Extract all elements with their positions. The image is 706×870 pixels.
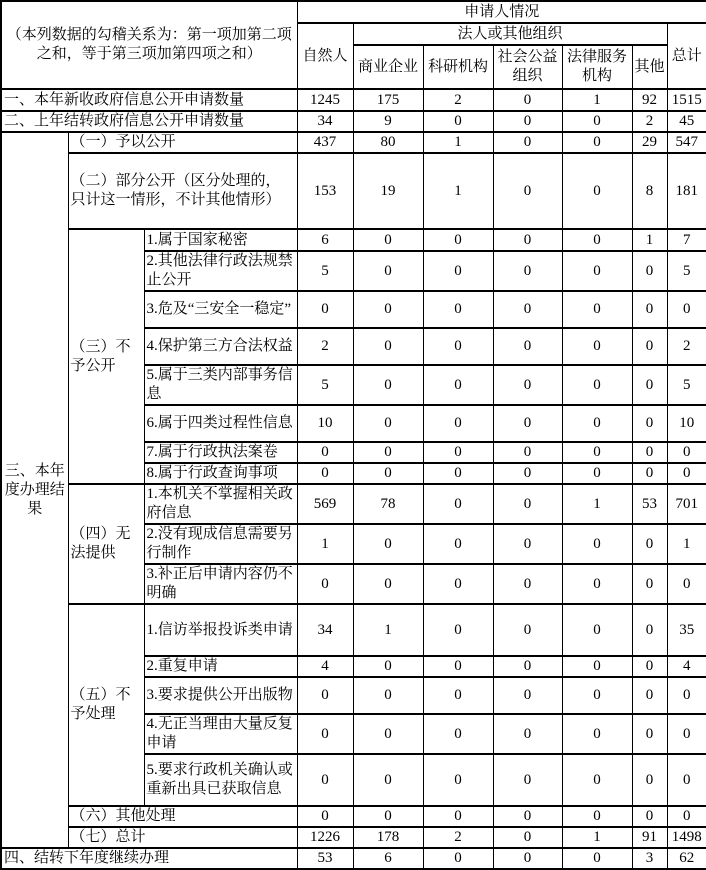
value-cell: 0 xyxy=(562,111,632,132)
value-cell: 34 xyxy=(297,604,353,656)
row-label-partial-disclosure: （二）部分公开（区分处理的，只计这一情形，不计其他情形） xyxy=(68,153,297,229)
value-cell: 0 xyxy=(423,524,493,564)
value-cell: 0 xyxy=(493,328,562,365)
value-cell: 0 xyxy=(353,524,423,564)
row-label-published-material: 3.要求提供公开出版物 xyxy=(144,677,297,714)
value-cell: 0 xyxy=(493,714,562,754)
value-cell: 9 xyxy=(353,111,423,132)
value-cell: 0 xyxy=(562,132,632,153)
value-cell: 0 xyxy=(423,291,493,328)
value-cell: 1 xyxy=(297,524,353,564)
value-cell: 0 xyxy=(493,564,562,604)
value-cell: 0 xyxy=(423,677,493,714)
value-cell: 1498 xyxy=(667,827,706,848)
value-cell: 0 xyxy=(562,848,632,869)
value-cell: 178 xyxy=(353,827,423,848)
value-cell: 0 xyxy=(562,251,632,291)
value-cell: 6 xyxy=(297,229,353,251)
value-cell: 0 xyxy=(632,442,667,463)
header-applicant-info: 申请人情况 xyxy=(297,1,706,23)
value-cell: 7 xyxy=(667,229,706,251)
value-cell: 0 xyxy=(423,251,493,291)
row-label-mass-repeat: 4.无正当理由大量反复申请 xyxy=(144,714,297,754)
value-cell: 0 xyxy=(297,564,353,604)
value-cell: 2 xyxy=(632,111,667,132)
value-cell: 0 xyxy=(493,111,562,132)
value-cell: 0 xyxy=(493,291,562,328)
value-cell: 0 xyxy=(562,806,632,827)
value-cell: 1226 xyxy=(297,827,353,848)
row-label-petition-complaint: 1.信访举报投诉类申请 xyxy=(144,604,297,656)
value-cell: 0 xyxy=(493,132,562,153)
value-cell: 0 xyxy=(632,677,667,714)
value-cell: 0 xyxy=(632,656,667,677)
row-label-admin-inquiry: 8.属于行政查询事项 xyxy=(144,463,297,484)
value-cell: 0 xyxy=(297,463,353,484)
value-cell: 6 xyxy=(353,848,423,869)
value-cell: 0 xyxy=(423,656,493,677)
value-cell: 0 xyxy=(353,754,423,806)
value-cell: 0 xyxy=(493,89,562,111)
value-cell: 0 xyxy=(493,229,562,251)
value-cell: 0 xyxy=(353,656,423,677)
value-cell: 0 xyxy=(493,806,562,827)
value-cell: 0 xyxy=(423,806,493,827)
value-cell: 0 xyxy=(562,291,632,328)
row-label-granted: （一）予以公开 xyxy=(68,132,297,153)
note-cell: （本列数据的勾稽关系为：第一项加第二项之和，等于第三项加第四项之和） xyxy=(1,1,297,89)
value-cell: 0 xyxy=(632,251,667,291)
value-cell: 0 xyxy=(667,291,706,328)
value-cell: 1 xyxy=(423,132,493,153)
value-cell: 0 xyxy=(562,229,632,251)
value-cell: 1 xyxy=(562,89,632,111)
value-cell: 0 xyxy=(562,524,632,564)
value-cell: 0 xyxy=(353,251,423,291)
value-cell: 0 xyxy=(632,365,667,405)
group-label-current-year-results: 三、本年度办理结果 xyxy=(1,132,68,848)
value-cell: 1 xyxy=(353,604,423,656)
value-cell: 35 xyxy=(667,604,706,656)
value-cell: 0 xyxy=(297,291,353,328)
group-label-unavailable: （四）无法提供 xyxy=(68,484,144,604)
value-cell: 0 xyxy=(562,328,632,365)
value-cell: 10 xyxy=(667,405,706,442)
value-cell: 0 xyxy=(562,656,632,677)
value-cell: 0 xyxy=(423,442,493,463)
value-cell: 45 xyxy=(667,111,706,132)
row-label-process-info: 6.属于四类过程性信息 xyxy=(144,405,297,442)
value-cell: 0 xyxy=(297,442,353,463)
value-cell: 0 xyxy=(353,229,423,251)
value-cell: 0 xyxy=(493,405,562,442)
value-cell: 437 xyxy=(297,132,353,153)
value-cell: 0 xyxy=(493,827,562,848)
header-natural-person: 自然人 xyxy=(297,23,353,89)
value-cell: 10 xyxy=(297,405,353,442)
value-cell: 0 xyxy=(353,806,423,827)
value-cell: 80 xyxy=(353,132,423,153)
value-cell: 0 xyxy=(667,564,706,604)
value-cell: 34 xyxy=(297,111,353,132)
value-cell: 53 xyxy=(632,484,667,524)
value-cell: 5 xyxy=(297,251,353,291)
value-cell: 2 xyxy=(667,328,706,365)
value-cell: 0 xyxy=(667,463,706,484)
value-cell: 0 xyxy=(562,754,632,806)
value-cell: 0 xyxy=(423,714,493,754)
value-cell: 0 xyxy=(562,604,632,656)
value-cell: 1245 xyxy=(297,89,353,111)
row-label-carry-to-next-year: 四、结转下年度继续办理 xyxy=(1,848,297,869)
value-cell: 92 xyxy=(632,89,667,111)
value-cell: 0 xyxy=(423,111,493,132)
value-cell: 0 xyxy=(423,484,493,524)
value-cell: 0 xyxy=(562,463,632,484)
value-cell: 0 xyxy=(632,328,667,365)
value-cell: 0 xyxy=(667,754,706,806)
value-cell: 1 xyxy=(423,153,493,229)
value-cell: 29 xyxy=(632,132,667,153)
value-cell: 0 xyxy=(632,524,667,564)
row-label-repeat-request: 2.重复申请 xyxy=(144,656,297,677)
value-cell: 547 xyxy=(667,132,706,153)
value-cell: 0 xyxy=(562,365,632,405)
value-cell: 0 xyxy=(562,677,632,714)
value-cell: 8 xyxy=(632,153,667,229)
row-label-state-secret: 1.属于国家秘密 xyxy=(144,229,297,251)
value-cell: 0 xyxy=(353,714,423,754)
row-label-third-party-rights: 4.保护第三方合法权益 xyxy=(144,328,297,365)
value-cell: 0 xyxy=(493,754,562,806)
value-cell: 0 xyxy=(493,677,562,714)
value-cell: 0 xyxy=(353,564,423,604)
value-cell: 0 xyxy=(423,754,493,806)
value-cell: 0 xyxy=(493,365,562,405)
value-cell: 0 xyxy=(353,291,423,328)
value-cell: 153 xyxy=(297,153,353,229)
value-cell: 0 xyxy=(562,442,632,463)
value-cell: 0 xyxy=(353,405,423,442)
value-cell: 0 xyxy=(423,328,493,365)
value-cell: 0 xyxy=(423,604,493,656)
value-cell: 0 xyxy=(562,564,632,604)
value-cell: 0 xyxy=(493,604,562,656)
row-label-confirm-obtained-info: 5.要求行政机关确认或重新出具已获取信息 xyxy=(144,754,297,806)
row-label-law-prohibited: 2.其他法律行政法规禁止公开 xyxy=(144,251,297,291)
value-cell: 0 xyxy=(297,806,353,827)
row-label-enforcement-files: 7.属于行政执法案卷 xyxy=(144,442,297,463)
value-cell: 0 xyxy=(493,656,562,677)
value-cell: 701 xyxy=(667,484,706,524)
value-cell: 1 xyxy=(667,524,706,564)
value-cell: 91 xyxy=(632,827,667,848)
value-cell: 1 xyxy=(562,484,632,524)
row-label-new-received: 一、本年新收政府信息公开申请数量 xyxy=(1,89,297,111)
value-cell: 0 xyxy=(297,714,353,754)
row-label-still-unclear: 3.补正后申请内容仍不明确 xyxy=(144,564,297,604)
group-label-refused: （三）不予公开 xyxy=(68,229,144,484)
header-org-type-business: 商业企业 xyxy=(353,45,423,89)
value-cell: 0 xyxy=(423,229,493,251)
value-cell: 2 xyxy=(423,89,493,111)
row-label-internal-affairs: 5.属于三类内部事务信息 xyxy=(144,365,297,405)
value-cell: 0 xyxy=(353,677,423,714)
value-cell: 0 xyxy=(297,677,353,714)
value-cell: 181 xyxy=(667,153,706,229)
value-cell: 0 xyxy=(493,524,562,564)
value-cell: 0 xyxy=(493,442,562,463)
value-cell: 53 xyxy=(297,848,353,869)
value-cell: 78 xyxy=(353,484,423,524)
row-label-carried-over: 二、上年结转政府信息公开申请数量 xyxy=(1,111,297,132)
row-label-needs-creation: 2.没有现成信息需要另行制作 xyxy=(144,524,297,564)
header-org-type-other: 其他 xyxy=(632,45,667,89)
value-cell: 5 xyxy=(297,365,353,405)
value-cell: 0 xyxy=(297,754,353,806)
value-cell: 0 xyxy=(423,365,493,405)
value-cell: 0 xyxy=(353,442,423,463)
value-cell: 0 xyxy=(493,484,562,524)
value-cell: 0 xyxy=(493,848,562,869)
value-cell: 0 xyxy=(632,291,667,328)
value-cell: 4 xyxy=(297,656,353,677)
value-cell: 0 xyxy=(423,463,493,484)
value-cell: 2 xyxy=(423,827,493,848)
row-label-endanger-safety: 3.危及“三安全一稳定” xyxy=(144,291,297,328)
value-cell: 0 xyxy=(353,463,423,484)
value-cell: 3 xyxy=(632,848,667,869)
value-cell: 0 xyxy=(423,564,493,604)
value-cell: 175 xyxy=(353,89,423,111)
value-cell: 0 xyxy=(632,806,667,827)
value-cell: 4 xyxy=(667,656,706,677)
value-cell: 1 xyxy=(562,827,632,848)
value-cell: 0 xyxy=(632,604,667,656)
value-cell: 62 xyxy=(667,848,706,869)
value-cell: 0 xyxy=(353,328,423,365)
value-cell: 0 xyxy=(632,463,667,484)
value-cell: 569 xyxy=(297,484,353,524)
value-cell: 0 xyxy=(493,463,562,484)
value-cell: 0 xyxy=(562,714,632,754)
row-label-other-handling: （六）其他处理 xyxy=(68,806,297,827)
value-cell: 0 xyxy=(353,365,423,405)
header-org-type-public-welfare: 社会公益组织 xyxy=(493,45,562,89)
header-org-type-research: 科研机构 xyxy=(423,45,493,89)
value-cell: 0 xyxy=(632,754,667,806)
row-label-not-held: 1.本机关不掌握相关政府信息 xyxy=(144,484,297,524)
value-cell: 1 xyxy=(632,229,667,251)
value-cell: 0 xyxy=(667,714,706,754)
value-cell: 0 xyxy=(632,714,667,754)
value-cell: 2 xyxy=(297,328,353,365)
value-cell: 5 xyxy=(667,251,706,291)
header-org-type-legal-service: 法律服务机构 xyxy=(562,45,632,89)
value-cell: 0 xyxy=(667,677,706,714)
header-total: 总计 xyxy=(667,23,706,89)
value-cell: 0 xyxy=(632,405,667,442)
value-cell: 0 xyxy=(493,251,562,291)
value-cell: 0 xyxy=(667,442,706,463)
value-cell: 0 xyxy=(423,848,493,869)
value-cell: 5 xyxy=(667,365,706,405)
value-cell: 0 xyxy=(632,564,667,604)
value-cell: 0 xyxy=(562,405,632,442)
value-cell: 0 xyxy=(562,153,632,229)
value-cell: 0 xyxy=(493,153,562,229)
value-cell: 19 xyxy=(353,153,423,229)
value-cell: 0 xyxy=(423,405,493,442)
row-label-subtotal: （七）总计 xyxy=(68,827,297,848)
value-cell: 0 xyxy=(667,806,706,827)
group-label-not-processed: （五）不予处理 xyxy=(68,604,144,806)
value-cell: 1515 xyxy=(667,89,706,111)
header-legal-or-other-org: 法人或其他组织 xyxy=(353,23,667,45)
